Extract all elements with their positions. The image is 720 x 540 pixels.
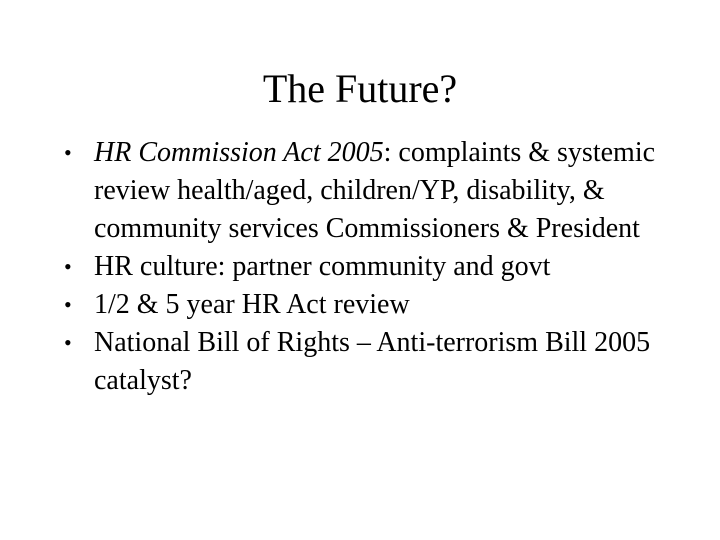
bullet-icon: • — [64, 292, 72, 317]
bullet-item — [58, 286, 698, 324]
bullet-text: National Bill of Rights – Anti-terrorism Bill 2005 catalyst? — [94, 327, 651, 396]
bullet-text: 1/2 & 5 year HR Act review — [94, 289, 410, 320]
bullet-item — [58, 134, 698, 248]
bullet-text: : complaints & systemic review health/aged, children/YP, disability, & community services Commissioners & President — [94, 137, 656, 244]
bullet-item — [58, 324, 698, 400]
bullet-icon: • — [64, 140, 72, 165]
bullet-text: HR culture: partner community and govt — [94, 251, 551, 282]
bullet-list — [58, 134, 698, 400]
act-name: HR Commission Act 2005 — [94, 137, 384, 168]
bullet-icon: • — [64, 330, 72, 355]
bullet-item — [58, 248, 698, 286]
slide-title: The Future? — [262, 66, 458, 111]
bullet-icon: • — [64, 254, 72, 279]
